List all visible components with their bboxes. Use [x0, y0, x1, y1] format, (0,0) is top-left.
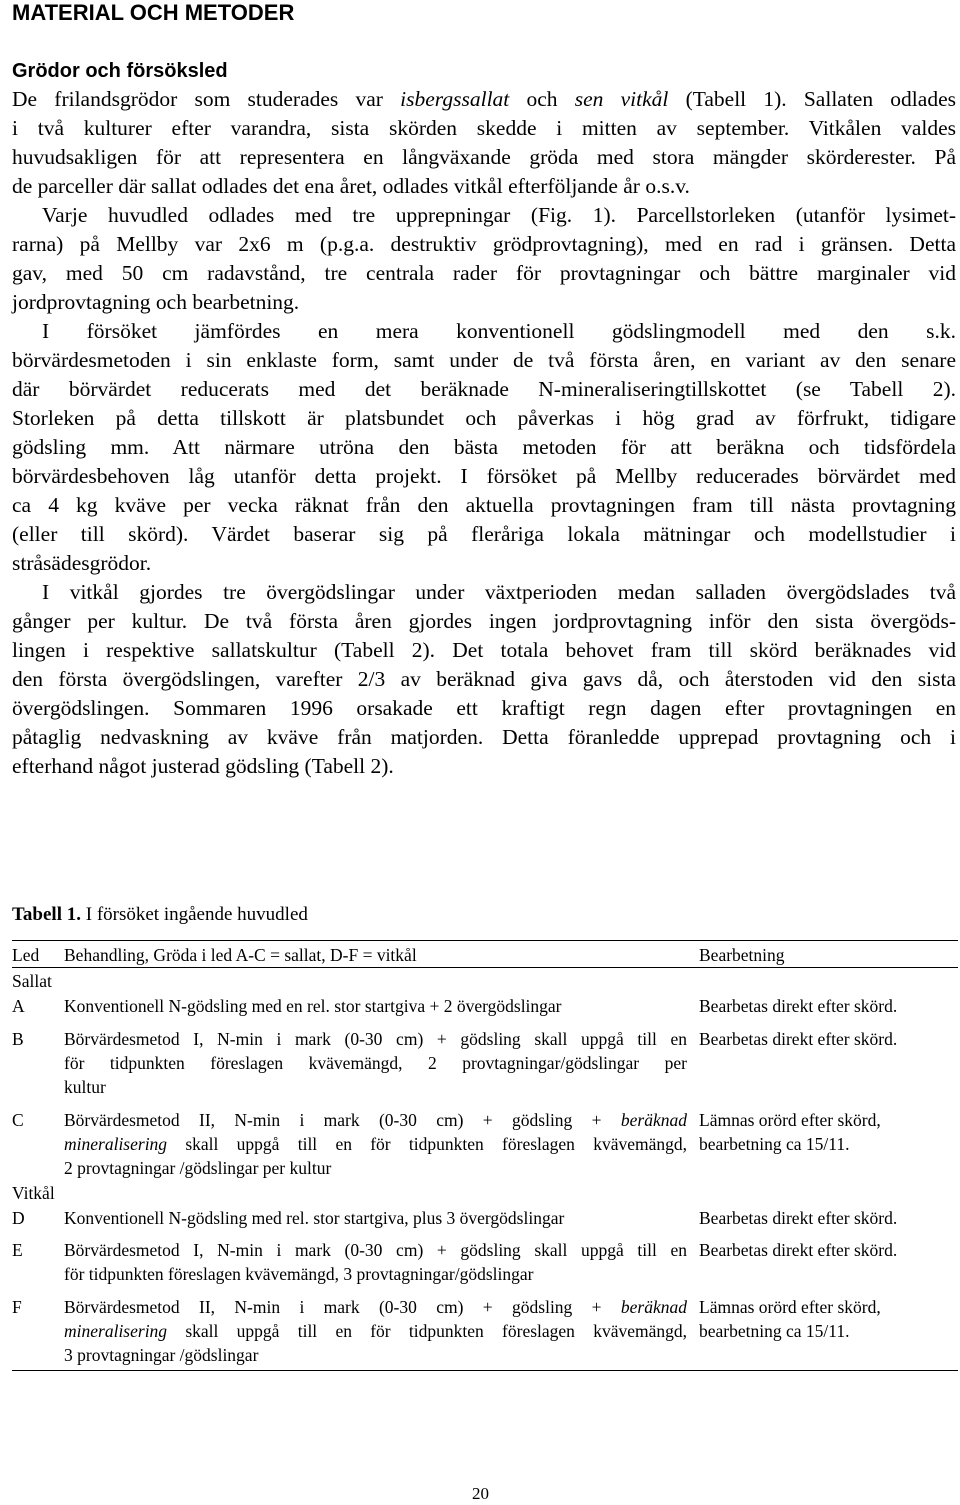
- header-bearbetning: Bearbetning: [699, 945, 785, 965]
- row-led: E: [12, 1240, 23, 1260]
- row-bearbetning: Bearbetas direkt efter skörd.: [699, 1208, 898, 1228]
- group-label-vitkal: Vitkål: [12, 1183, 55, 1203]
- row-behandling: Börvärdesmetod II, N-min i mark (0-30 cm) + gödsling + beräknad mineralisering skall uppgå till en för tidpunkten föreslagen kvävemängd, 2 provtagningar /gödslingar per kultur: [64, 1110, 687, 1178]
- body-line: gånger per kultur. De två första åren gjordes ingen jordprovtagning inför den sista övergöds-: [12, 609, 956, 633]
- header-led: Led: [12, 945, 40, 965]
- page-number: 20: [472, 1484, 489, 1503]
- table-header-rule: [12, 967, 958, 968]
- row-led: A: [12, 996, 25, 1016]
- row-behandling: Börvärdesmetod II, N-min i mark (0-30 cm) + gödsling + beräknad mineralisering skall uppgå till en för tidpunkten föreslagen kvävemängd, 3 provtagningar /gödslingar: [64, 1297, 687, 1365]
- row-bearbetning: Bearbetas direkt efter skörd.: [699, 996, 898, 1016]
- section-heading: MATERIAL OCH METODER: [12, 0, 295, 25]
- body-line: Storleken på detta tillskott är platsbundet och påverkas i hög grad av förfrukt, tidigare: [12, 406, 956, 430]
- body-line: huvudsakligen för att representera en långväxande gröda med stora mängder skörderester. På: [12, 145, 956, 169]
- body-line: de parceller där sallat odlades det ena året, odlades vitkål efterföljande år o.s.v.: [12, 174, 690, 198]
- row-led: B: [12, 1029, 24, 1049]
- subsection-heading: Grödor och försöksled: [12, 60, 228, 82]
- row-bearbetning: Bearbetas direkt efter skörd.: [699, 1240, 898, 1260]
- row-behandling: Konventionell N-gödsling med rel. stor startgiva, plus 3 övergödslingar: [64, 1208, 565, 1228]
- body-line: den första övergödslingen, varefter 2/3 av beräknad giva gavs då, och återstoden vid den sista: [12, 667, 956, 691]
- body-line: De frilandsgrödor som studerades var isbergssallat och sen vitkål (Tabell 1). Sallaten odlades: [12, 87, 956, 111]
- body-line: I vitkål gjordes tre övergödslingar under växtperioden medan salladen övergödslades två: [42, 580, 956, 604]
- body-line: där börvärdet reducerats med det beräknade N-mineraliseringtillskottet (se Tabell 2).: [12, 377, 956, 401]
- body-line: börvärdesbehoven låg utanför detta projekt. I försöket på Mellby reducerades börvärdet med: [12, 464, 956, 488]
- body-line: börvärdesmetoden i sin enklaste form, samt under de två första åren, en variant av den senare: [12, 348, 956, 372]
- body-line: gav, med 50 cm radavstånd, tre centrala rader för provtagningar och bättre marginaler vid: [12, 261, 956, 285]
- table-caption: Tabell 1. I försöket ingående huvudled: [12, 904, 308, 925]
- body-line: övergödslingen. Sommaren 1996 orsakade ett kraftigt regn dagen efter provtagningen en: [12, 696, 956, 720]
- body-line: i två kulturer efter varandra, sista skörden skedde i mitten av september. Vitkålen valdes: [12, 116, 956, 140]
- row-led: C: [12, 1110, 24, 1130]
- body-line: lingen i respektive sallatskultur (Tabell 2). Det totala behovet fram till skörd beräknades vid: [12, 638, 956, 662]
- row-led: D: [12, 1208, 25, 1228]
- body-line: rarna) på Mellby var 2x6 m (p.g.a. destruktiv grödprovtagning), med en rad i gränsen. Detta: [12, 232, 956, 256]
- table-top-rule: [12, 940, 958, 941]
- body-line: påtaglig nedvaskning av kväve från matjorden. Detta föranledde upprepad provtagning och i: [12, 725, 956, 749]
- body-line: (eller till skörd). Värdet baserar sig på fleråriga lokala mätningar och modellstudier i: [12, 522, 956, 546]
- body-line: stråsädesgrödor.: [12, 551, 152, 575]
- body-line: Varje huvudled odlades med tre upprepningar (Fig. 1). Parcellstorleken (utanför lysimet-: [42, 203, 956, 227]
- row-led: F: [12, 1297, 22, 1317]
- body-line: gödsling mm. Att närmare utröna den bästa metoden för att beräkna och tidsfördela: [12, 435, 956, 459]
- row-behandling: Konventionell N-gödsling med en rel. stor startgiva + 2 övergödslingar: [64, 996, 562, 1016]
- row-bearbetning: Lämnas orörd efter skörd, bearbetning ca 15/11.: [699, 1297, 881, 1341]
- row-bearbetning: Bearbetas direkt efter skörd.: [699, 1029, 898, 1049]
- table-bottom-rule: [12, 1370, 958, 1371]
- group-label-sallat: Sallat: [12, 971, 52, 991]
- row-behandling: Börvärdesmetod I, N-min i mark (0-30 cm) + gödsling skall uppgå till en för tidpunkten föreslagen kvävemängd, 2 provtagningar/gödslingar per kultur: [64, 1029, 687, 1097]
- header-behandling: Behandling, Gröda i led A-C = sallat, D-F = vitkål: [64, 945, 417, 965]
- body-line: ca 4 kg kväve per vecka räknat från den aktuella provtagningen fram till nästa provtagning: [12, 493, 956, 517]
- row-behandling: Börvärdesmetod I, N-min i mark (0-30 cm) + gödsling skall uppgå till en för tidpunkten föreslagen kvävemängd, 3 provtagningar/gödslingar: [64, 1240, 687, 1284]
- body-line: jordprovtagning och bearbetning.: [12, 290, 300, 314]
- body-line: efterhand något justerad gödsling (Tabell 2).: [12, 754, 394, 778]
- row-bearbetning: Lämnas orörd efter skörd, bearbetning ca 15/11.: [699, 1110, 881, 1154]
- body-line: I försöket jämfördes en mera konventionell gödslingmodell med den s.k.: [42, 319, 956, 343]
